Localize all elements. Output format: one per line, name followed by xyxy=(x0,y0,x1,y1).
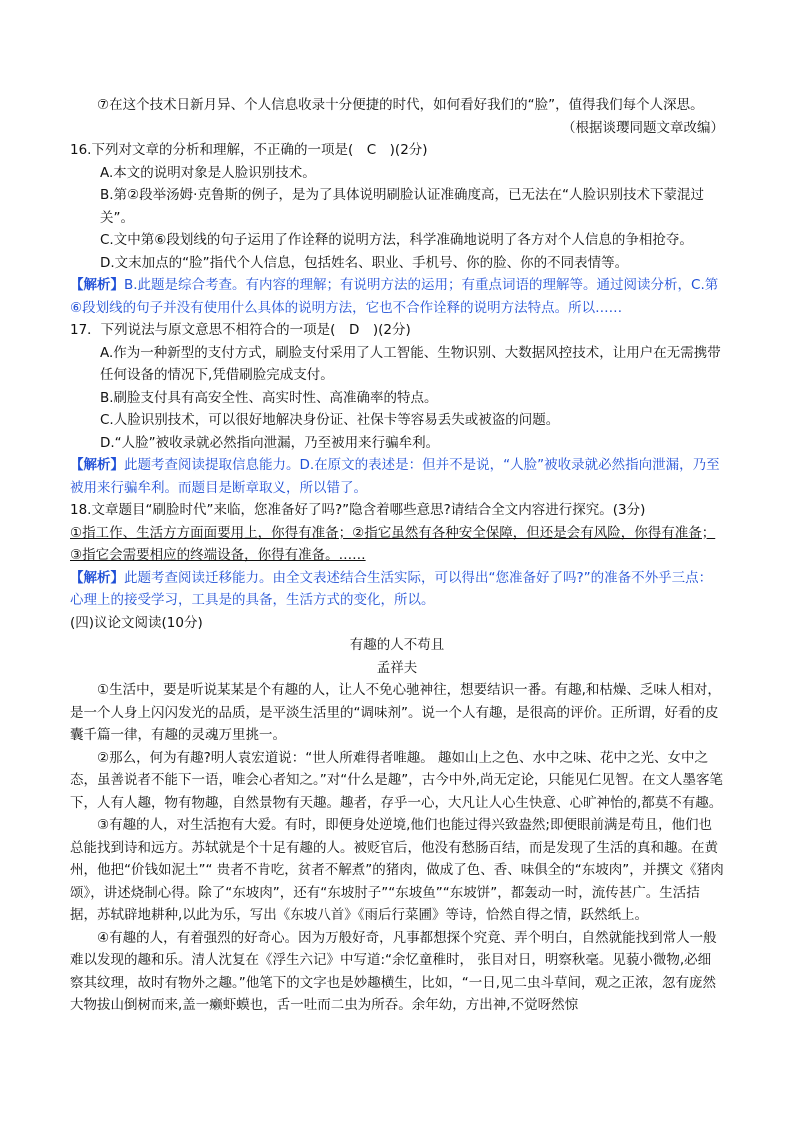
q17-analysis-text: 此题考查阅读提取信息能力。D.在原文的表述是：但并不是说，“人脸”被收录就必然指向泄漏，乃至被用来行骗牟利。而题目是断章取义，所以错了。 xyxy=(70,457,720,496)
paragraph-7: ⑦在这个技术日新月异、个人信息收录十分便捷的时代，如何看好我们的“脸”，值得我们每个人深思。 xyxy=(97,97,704,113)
essay-paragraph-3: ③有趣的人，对生活抱有大爱。有时，即便身处逆境,他们也能过得兴致盎然;即便眼前满是苟且，他们也总能找到诗和远方。苏轼就是个十足有趣的人。被贬官后，他没有愁肠百结，而是发现了生活的真和趣。在黄州，他把“价钱如泥土”“ 贵者不肯吃，贫者不解煮”的猪肉，做成了色、香、味俱全的“东坡肉”，并撰文《猪肉颂》，讲述烧制心得。除了“东坡肉”，还有“东坡肘子”“东坡鱼”“东坡饼”，都轰动一时，流传甚广。生活拮据，苏轼辟地耕种,以此为乐，写出《东坡八首》《雨后行菜圃》等诗，恰然自得之情，跃然纸上。 xyxy=(70,817,724,923)
q17-option-d: D.“人脸”被收录就必然指向泄漏，乃至被用来行骗牟利。 xyxy=(100,434,440,451)
q16-option-d: D.文末加点的“脸”指代个人信息，包括姓名、职业、手机号、你的脸、你的不同表情等。 xyxy=(100,254,629,271)
essay-paragraph-1: ①生活中，要是听说某某是个有趣的人，让人不免心驰神往，想要结识一番。有趣,和枯燥、乏味人相对，是一个人身上闪闪发光的品质，是平淡生活里的“调味剂”。说一个人有趣，是很高的评价。正所谓，好看的皮囊千篇一律，有趣的灵魂万里挑一。 xyxy=(70,682,721,743)
q17-option-b: B.刷脸支付具有高安全性、高实时性、高准确率的特点。 xyxy=(100,389,438,406)
q17-analysis xyxy=(70,454,724,499)
q18-analysis xyxy=(70,567,724,612)
analysis-tag: 【解析】 xyxy=(70,569,124,586)
q16-option-c: C.文中第⑥段划线的句子运用了作诠释的说明方法，科学准确地说明了各方对个人信息的争相抢夺。 xyxy=(100,232,693,248)
q18-answer: ①指工作、生活方方面面要用上，你得有准备；②指它虽然有各种安全保障，但还是会有风险，你得有准备；③指它会需要相应的终端设备，你得有准备。…… xyxy=(70,524,716,563)
q16-option-b: B.第②段举汤姆·克鲁斯的例子，是为了具体说明刷脸认证准确度高，已无法在“人脸识别技术下蒙混过关”。 xyxy=(100,187,704,226)
q17-option-a: A.作为一种新型的支付方式，刷脸支付采用了人工智能、生物识别、大数据风控技术，让用户在无需携带任何设备的情况下,凭借刷脸完成支付。 xyxy=(100,344,721,383)
question-18-stem: 18.文章题目“刷脸时代”来临，您准备好了吗?”隐含着哪些意思?请结合全文内容进行探究。(3分) xyxy=(70,502,646,518)
essay-author: 孟祥夫 xyxy=(376,659,418,676)
question-17-stem: 17．下列说法与原文意思不相符合的一项是( D )(2分) xyxy=(70,322,411,338)
q17-option-c: C.人脸识别技术，可以很好地解决身份证、社保卡等容易丢失或被盗的问题。 xyxy=(100,412,560,428)
source-note: （根据谈璎同题文章改编） xyxy=(562,119,724,136)
essay-paragraph-2: ②那么，何为有趣?明人袁宏道说：“世人所难得者唯趣。 趣如山上之色、水中之味、花中之光、女中之态，虽善说者不能下一语，唯会心者知之。”对“什么是趣”，古今中外,尚无定论，只能见仁见智。在文人墨客笔下，人有人趣，物有物趣，自然景物有天趣。趣者，存乎一心，大凡让人心生快意、心旷神怡的,都莫不有趣。 xyxy=(70,749,724,811)
q16-analysis xyxy=(70,274,724,319)
question-16-stem: 16.下列对文章的分析和理解，不正确的一项是( C )(2分) xyxy=(70,142,428,158)
document-page xyxy=(70,94,724,1017)
section-heading: (四)议论文阅读(10分) xyxy=(70,614,203,631)
essay-title: 有趣的人不苟且 xyxy=(349,637,445,653)
essay-paragraph-4: ④有趣的人，有着强烈的好奇心。因为万般好奇，凡事都想探个究竟、弄个明白，自然就能找到常人一般难以发现的趣和乐。清人沈复在《浮生六记》中写道:“余忆童稚时， 张目对日，明察秋毫。见藐小微物,必细察其纹理，故时有物外之趣。”他笔下的文字也是妙趣横生，比如，“一日,见二虫斗草间，观之正浓，忽有庞然大物拔山倒树而来,盖一癞虾蟆也，舌一吐而二虫为所吞。余年幼，方出神,不觉呀然惊 xyxy=(70,929,717,1013)
q16-option-a: A.本文的说明对象是人脸识别技术。 xyxy=(100,164,316,181)
analysis-tag: 【解析】 xyxy=(70,457,124,473)
q16-analysis-text: B.此题是综合考查。有内容的理解；有说明方法的运用；有重点词语的理解等。通过阅读分析，C.第⑥段划线的句子并没有使用什么具体的说明方法，它也不合作诠释的说明方法特点。所以…… xyxy=(70,277,719,316)
analysis-tag: 【解析】 xyxy=(70,277,124,293)
q18-analysis-text: 此题考查阅读迁移能力。由全文表述结合生活实际，可以得出“您准备好了吗?”的准备不外乎三点：心理上的接受学习，工具是的具备，生活方式的变化，所以。 xyxy=(70,569,713,608)
